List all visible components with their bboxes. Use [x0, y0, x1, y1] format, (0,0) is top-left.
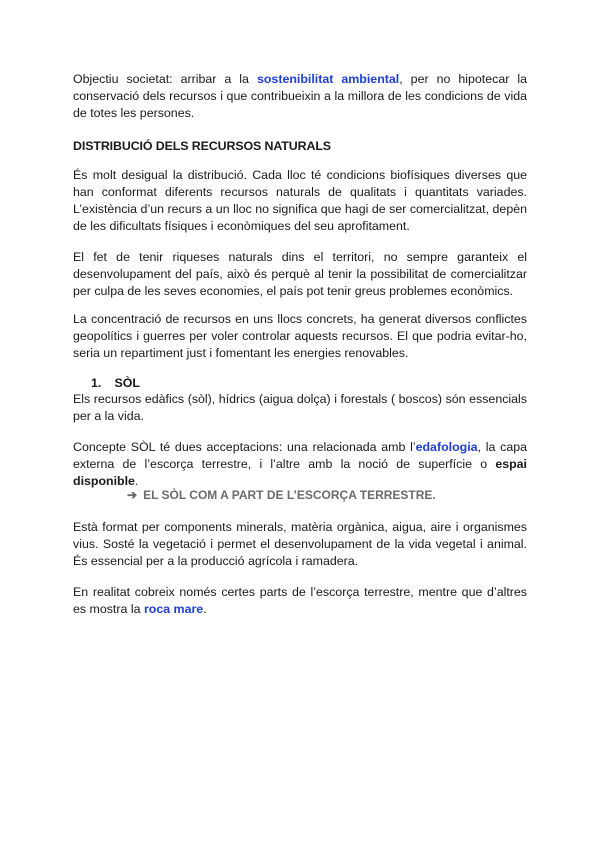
right-arrow-icon: ➔: [127, 488, 138, 502]
section-title: DISTRIBUCIÓ DELS RECURSOS NATURALS: [73, 139, 331, 153]
subheading-line: [127, 487, 436, 504]
distribution-paragraph: És molt desigual la distribució. Cada lloc té condicions biofísiques diverses que han conformat diferents recursos naturals de qualitats i quantitats variades. L’existència d’un recurs a un lloc no significa que hagi de ser comercialitzat, depèn de les dificultats físiques i econòmiques del seu aprofitament.: [73, 168, 527, 233]
list-number: 1.: [91, 376, 102, 390]
edafologia-link[interactable]: edafologia: [415, 440, 478, 454]
list-heading-label: SÒL: [114, 376, 140, 390]
concept-text-end: .: [134, 474, 139, 488]
concept-text-start: Concepte SÒL té dues acceptacions: una relacionada amb l’: [73, 440, 416, 454]
conflicts-paragraph: La concentració de recursos en uns llocs concrets, ha generat diversos conflictes geopolítics i guerres per voler controlar aquests recursos. El que podria evitar-ho, seria un repartiment just i fomentant les energies renovables.: [73, 312, 527, 360]
wealth-paragraph: El fet de tenir riqueses naturals dins el territori, no sempre garanteix el desenvolupament del país, això és perquè al tenir la possibilitat de comercialitzar per culpa de les seves economies, el país pot tenir greus problemes econòmics.: [73, 250, 527, 298]
sostenibilitat-link[interactable]: sostenibilitat ambiental: [256, 72, 400, 86]
list-heading-sol: [73, 375, 527, 392]
bedrock-text-start: En realitat cobreix només certes parts de l’escorça terrestre, mentre que d’altres es mostra la: [73, 585, 527, 616]
roca-mare-link[interactable]: roca mare: [143, 602, 204, 616]
concept-text-mid: , la capa externa de l’escorça terrestre, i l’altre amb la noció de superfície o: [73, 440, 527, 471]
composition-paragraph: Està format per components minerals, matèria orgànica, aigua, aire i organismes vius. Sosté la vegetació i permet el desenvolupament de la vida vegetal i animal. És essencial per a la producció agrícola i ramadera.: [73, 520, 527, 568]
bedrock-text-end: .: [203, 602, 207, 616]
espai-disponible-bold: espai disponible: [73, 457, 527, 488]
objective-text-end: , per no hipotecar la conservació dels recursos i que contribueixin a la millora de les condicions de vida de totes les persones.: [73, 72, 527, 120]
subheading-text: EL SÒL COM A PART DE L’ESCORÇA TERRESTRE.: [143, 488, 436, 502]
concept-paragraph: [73, 439, 527, 490]
objective-text-start: Objectiu societat: arribar a la: [73, 72, 257, 86]
bedrock-paragraph: [73, 584, 527, 618]
resources-paragraph: Els recursos edàfics (sòl), hídrics (aigua dolça) i forestals ( boscos) són essencials per a la vida.: [73, 392, 527, 423]
objective-paragraph: [73, 71, 527, 122]
